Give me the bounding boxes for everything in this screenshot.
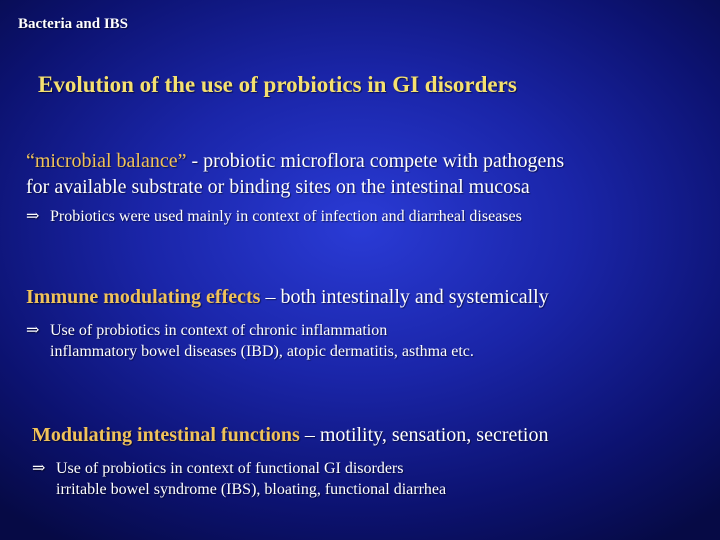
section-microbial-balance [26, 148, 564, 227]
section-highlight: Modulating intestinal functions [32, 424, 300, 446]
section-lead-line2: for available substrate or binding sites on the intestinal mucosa [26, 176, 530, 198]
bullet-item [26, 320, 549, 341]
section-highlight: Immune modulating effects [26, 286, 261, 308]
bullet-continuation [26, 341, 549, 362]
section-intestinal-functions [32, 422, 549, 500]
bullet-item [32, 458, 549, 479]
bullet-text-line2: inflammatory bowel diseases (IBD), atopic dermatitis, asthma etc. [50, 343, 474, 360]
bullet-text-line2: irritable bowel syndrome (IBS), bloating, functional diarrhea [56, 481, 447, 498]
bullet-text: Use of probiotics in context of functional GI disorders [56, 460, 404, 477]
bullet-text: Use of probiotics in context of chronic inflammation [50, 322, 388, 339]
bullet-text: Probiotics were used mainly in context of infection and diarrheal diseases [50, 208, 522, 225]
section-highlight: “microbial balance” [26, 150, 187, 172]
implies-arrow-icon: ⇒ [26, 322, 40, 339]
bullet-item [26, 206, 564, 227]
section-lead [26, 148, 564, 174]
section-lead [32, 422, 549, 448]
bullet-continuation [32, 479, 549, 500]
section-lead-text: – both intestinally and systemically [260, 286, 549, 308]
implies-arrow-icon: ⇒ [32, 460, 46, 477]
implies-arrow-icon: ⇒ [26, 208, 40, 225]
section-lead [26, 284, 549, 310]
slide-title: Evolution of the use of probiotics in GI disorders [38, 72, 517, 97]
section-lead-text: - probiotic microflora compete with pathogens [186, 150, 565, 172]
header-tag: Bacteria and IBS [18, 16, 129, 32]
section-lead-text: – motility, sensation, secretion [299, 424, 549, 446]
section-immune-modulating [26, 284, 549, 362]
